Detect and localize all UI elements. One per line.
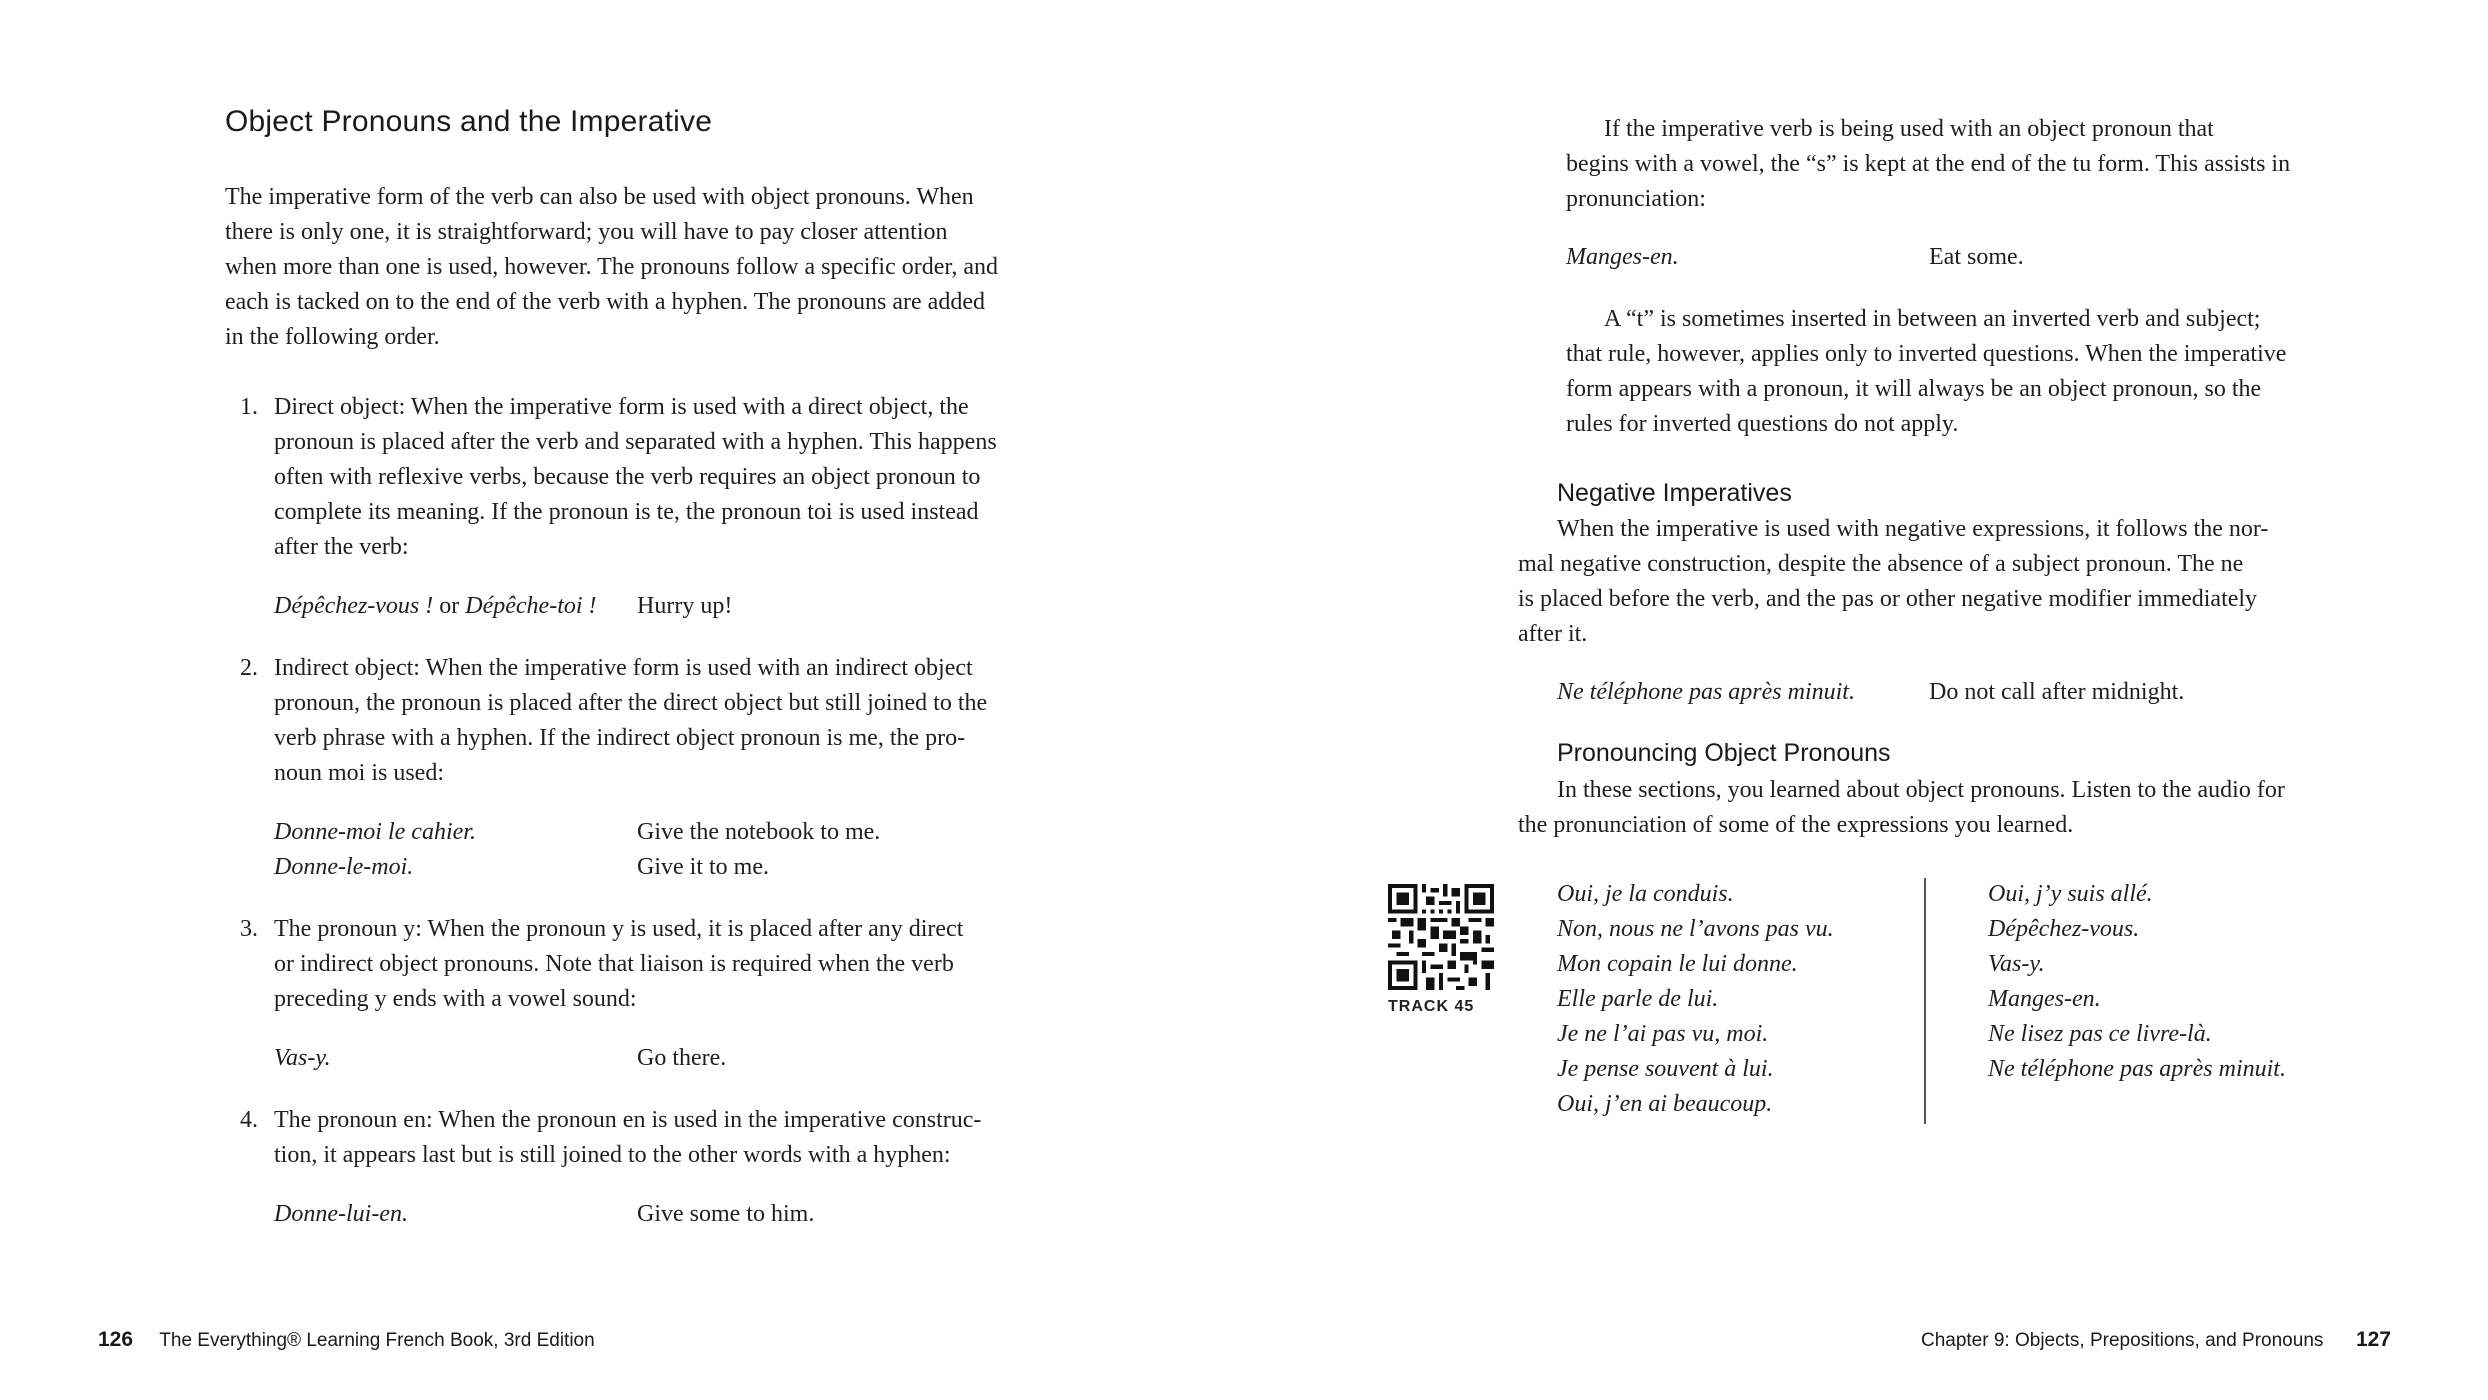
audio-phrase: Oui, je la conduis. [1557,881,1734,907]
example-french: Dépêchez-vous ! or Dépêche-toi ! [274,593,597,619]
example-row [274,1041,974,1076]
intro-line: when more than one is used, however. The pronouns follow a specific order, and [225,254,999,280]
audio-phrase: Elle parle de lui. [1557,986,1719,1012]
item-line: complete its meaning. If the pronoun is te, the pronoun toi is used instead [274,499,979,525]
audio-phrase: Dépêchez-vous. [1988,916,2140,942]
intro-line: there is only one, it is straightforward; you will have to pay closer attention [225,219,948,245]
item-line: verb phrase with a hyphen. If the indirect object pronoun is me, the pro- [274,725,966,751]
example-row [1566,240,2266,275]
negative-paragraph [1518,512,2358,652]
book-title: The Everything® Learning French Book, 3rd Edition [159,1330,595,1351]
inverted-paragraph [1566,302,2346,442]
item-line: The pronoun en: When the pronoun en is used in the imperative construc- [274,1107,982,1133]
example-french: Donne-moi le cahier. [274,819,476,845]
example-french: Donne-le-moi. [274,854,414,880]
para-line: after it. [1518,621,1588,647]
intro-line: The imperative form of the verb can also be used with object pronouns. When [225,184,974,210]
item-line: The pronoun y: When the pronoun y is used, it is placed after any direct [274,916,964,942]
example-english: Hurry up! [637,593,733,619]
para-line: A “t” is sometimes inserted in between an inverted verb and subject; [1604,306,2261,332]
audio-phrase: Mon copain le lui donne. [1557,951,1798,977]
item-line: or indirect object pronouns. Note that liaison is required when the verb [274,951,954,977]
example-english: Go there. [637,1045,727,1071]
para-line: When the imperative is used with negative expressions, it follows the nor- [1557,516,2269,542]
intro-line: each is tacked on to the end of the verb with a hyphen. The pronouns are added [225,289,985,315]
list-item-pronoun-y [240,912,1070,1022]
audio-list-right [1988,877,2286,1087]
example-row [274,1197,974,1232]
audio-phrase: Oui, j’en ai beaucoup. [1557,1091,1773,1117]
qr-code-icon[interactable] [1388,884,1494,990]
example-row [1557,675,2357,710]
intro-paragraph [225,180,1065,355]
para-line: begins with a vowel, the “s” is kept at the end of the tu form. This assists in [1566,151,2291,177]
page-number: 127 [2355,1328,2391,1351]
audio-list-left [1557,877,1834,1122]
para-line: In these sections, you learned about object pronouns. Listen to the audio for [1557,777,2285,803]
audio-phrase: Manges-en. [1988,986,2101,1012]
track-label: TRACK 45 [1388,998,1475,1015]
list-item-direct-object [240,390,1070,570]
list-item-pronoun-en [240,1103,1070,1178]
audio-phrase: Ne lisez pas ce livre-là. [1988,1021,2212,1047]
section-heading: Object Pronouns and the Imperative [225,105,713,138]
para-line: form appears with a pronoun, it will always be an object pronoun, so the [1566,376,2262,402]
para-line: the pronunciation of some of the expressions you learned. [1518,812,2074,838]
item-line: often with reflexive verbs, because the verb requires an object pronoun to [274,464,981,490]
item-line: tion, it appears last but is still joined to the other words with a hyphen: [274,1142,951,1168]
right-footer [1921,1328,2391,1352]
para-line: is placed before the verb, and the pas or other negative modifier immediately [1518,586,2258,612]
example-english: Give the notebook to me. [637,819,881,845]
example-row [274,589,974,624]
chapter-title: Chapter 9: Objects, Prepositions, and Pronouns [1920,1330,2324,1351]
negative-imperatives-heading: Negative Imperatives [1557,479,1792,507]
audio-phrase: Ne téléphone pas après minuit. [1988,1056,2286,1082]
intro-line: in the following order. [225,324,440,350]
example-french: Manges-en. [1566,244,1679,270]
para-line: rules for inverted questions do not apply. [1566,411,1959,437]
item-line: pronoun, the pronoun is placed after the direct object but still joined to the [274,690,988,716]
item-line: Indirect object: When the imperative form is used with an indirect object [274,655,973,681]
audio-phrase: Non, nous ne l’avons pas vu. [1557,916,1834,942]
para-line: pronunciation: [1566,186,1706,212]
item-line: pronoun is placed after the verb and separated with a hyphen. This happens [274,429,997,455]
list-number: 2. [240,655,258,681]
para-line: that rule, however, applies only to inverted questions. When the imperative [1566,341,2287,367]
para-line: If the imperative verb is being used with an object pronoun that [1604,116,2214,142]
example-english: Give it to me. [637,854,769,880]
example-row [274,815,974,850]
pronouncing-heading: Pronouncing Object Pronouns [1557,739,1891,767]
example-french: Ne téléphone pas après minuit. [1557,679,1855,705]
list-number: 4. [240,1107,258,1133]
example-english: Eat some. [1929,244,2024,270]
item-line: after the verb: [274,534,409,560]
item-line: noun moi is used: [274,760,445,786]
list-item-indirect-object [240,651,1070,796]
column-divider [1924,878,1926,1124]
example-row [274,850,974,885]
audio-phrase: Je pense souvent à lui. [1557,1056,1774,1082]
list-number: 1. [240,394,258,420]
left-footer [98,1328,595,1352]
item-line: Direct object: When the imperative form is used with a direct object, the [274,394,969,420]
page-number: 126 [98,1328,134,1351]
example-english: Give some to him. [637,1201,815,1227]
list-number: 3. [240,916,258,942]
example-french: Donne-lui-en. [274,1201,408,1227]
para-line: mal negative construction, despite the absence of a subject pronoun. The ne [1518,551,2244,577]
item-line: preceding y ends with a vowel sound: [274,986,637,1012]
example-french: Vas-y. [274,1045,331,1071]
vowel-paragraph [1566,112,2346,217]
audio-phrase: Vas-y. [1988,951,2045,977]
audio-phrase: Je ne l’ai pas vu, moi. [1557,1021,1769,1047]
pronouncing-paragraph [1518,773,2358,843]
audio-phrase: Oui, j’y suis allé. [1988,881,2153,907]
example-english: Do not call after midnight. [1929,679,2185,705]
